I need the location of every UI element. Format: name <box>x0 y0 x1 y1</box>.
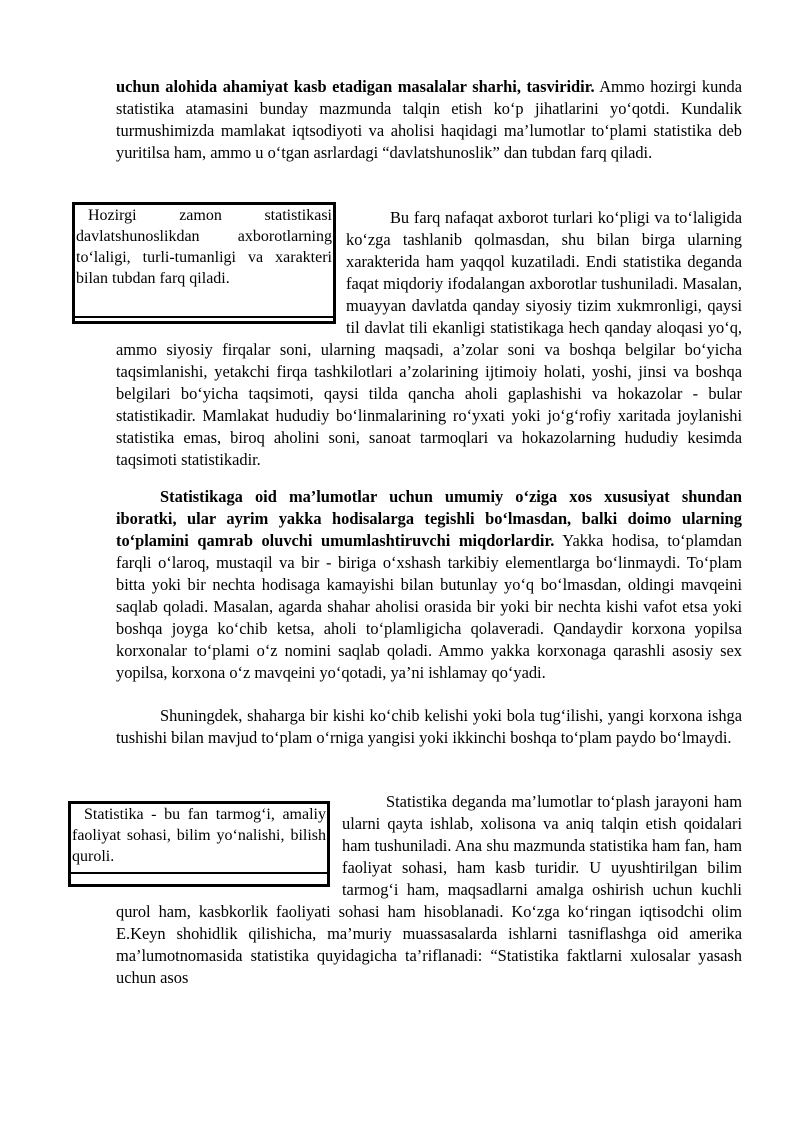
collective-text: Yakka hodisa, to‘plamdan farqli o‘laroq, mustaqil va bir - biriga o‘xshash tarkibiy elementlarga bo‘linmaydi. To‘plam bitta yoki bir nechta hodisaga kamayishi bilan butunlay yo‘q bo‘lmasdan, oldingi mavqeini saqlab qoladi. Masalan, agarda shahar aholisi orasida bir yoki bir nechta kishi vafot etsa yoki boshqa joyga ko‘chib ketsa, aholi to‘plamligicha qolaveradi. Qandaydir korxona yopilsa korxonalar to‘plami o‘z nomini saqlab qoladi. Ammo yakka korxonaga qarashli asosiy sex yopilsa, korxona o‘z mavqeini yo‘qotadi, ya’ni ishlamay qo‘yadi. <box>116 531 743 682</box>
collective-bold-text: Statistikaga oid ma’lumotlar uchun umumiy o‘ziga xos xususiyat shundan iboratki, ular ayrim yakka hodisalarga tegishli bo‘lmasdan, balki doimo ularning to‘plamini qamrab oluvchi umumlashtiruvchi miqdorlardir. <box>116 487 742 550</box>
intro-paragraph <box>116 76 742 164</box>
callout-2-underline <box>68 872 330 874</box>
intro-bold-text: uchun alohida ahamiyat kasb etadigan masalalar sharhi, tasviridir. <box>116 77 595 96</box>
birth-paragraph <box>116 705 742 749</box>
callout-1-underline <box>72 316 336 318</box>
difference-text: Bu farq nafaqat axborot turlari ko‘pligi va to‘laligida ko‘zga tashlanib qolmasdan, shu bilan birga ularning xarakterida ham yaqqol kuzatiladi. Endi statistika deganda faqat miqdoriy ifodalangan axborotlar tushuniladi. Masalan, muayyan davlatda qanday siyosiy tizim xukmronligi, qaysi til davlat tili ekanligi statistikaga hech qanday aloqasi yo‘q, ammo siyosiy firqalar soni, ularning maqsadi, a’zolar soni va boshqa belgilar bo‘yicha taqsimlanishi, yetakchi firqa tashkilotlari a’zolarining ijtimoiy holati, yoshi, jinsi va boshqa belgilari bo‘yicha taqsimoti, qaysi tilda qancha aholi gaplashishi va hokazolar - bular statistikadir. Mamlakat hududiy bo‘linmalarining ro‘yxati yoki jo‘g‘rofiy xaritada joylanishi statistika emas, biroq aholini soni, sanoat tarmoqlari va hokazolarning hududiy kesimda taqsimoti statistikadir. <box>116 208 742 469</box>
statistics-definition-text: Statistika deganda ma’lumotlar to‘plash jarayoni ham ularni qayta ishlab, xolisona va aniq talqin etish qoidalari ham tushuniladi. Ana shu mazmunda statistika ham fan, ham faoliyat sohasi, ham kasb turidir. U uyushtirilgan bilim tarmog‘i ham, maqsadlarni amalga oshirish uchun kuchli qurol ham, kasbkorlik faoliyati sohasi ham hisoblanadi. Ko‘zga ko‘ringan iqtisodchi olim E.Keyn shohidlik qilishicha, ma’muriy muassasalarda ishlarni tasniflashga oid amerika ma’lumotnomasida statistika quyidagicha ta’riflanadi: “Statistika faktlarni xulosalar yasash uchun asos <box>116 792 742 987</box>
birth-text: Shuningdek, shaharga bir kishi ko‘chib kelishi yoki bola tug‘ilishi, yangi korxona ishga tushishi bilan mavjud to‘plam o‘rniga yangisi yoki ikkinchi boshqa to‘plam paydo bo‘lmaydi. <box>116 706 742 747</box>
callout-2-text: Statistika - bu fan tarmog‘i, amaliy faoliyat sohasi, bilim yo‘nalishi, bilish quroli. <box>72 806 326 865</box>
intro-text: Ammo hozirgi kunda statistika atamasini bunday mazmunda talqin etish ko‘p jihatlarini yo‘qotdi. Kundalik turmushimizda mamlakat iqtsodiyoti va aholisi haqidagi ma’lumotlar to‘plami statistika deb yuritilsa ham, ammo u o‘tgan asrlardagi “davlatshunoslik” dan tubdan farq qiladi. <box>116 77 742 162</box>
callout-1-text: Hozirgi zamon statistikasi davlatshunoslikdan axborotlarning to‘laligi, turli-tumanligi va xarakteri bilan tubdan farq qiladi. <box>76 207 332 287</box>
callout-box-modern-statistics <box>72 202 336 324</box>
collective-paragraph <box>116 486 742 684</box>
callout-box-statistics-definition <box>68 801 330 887</box>
